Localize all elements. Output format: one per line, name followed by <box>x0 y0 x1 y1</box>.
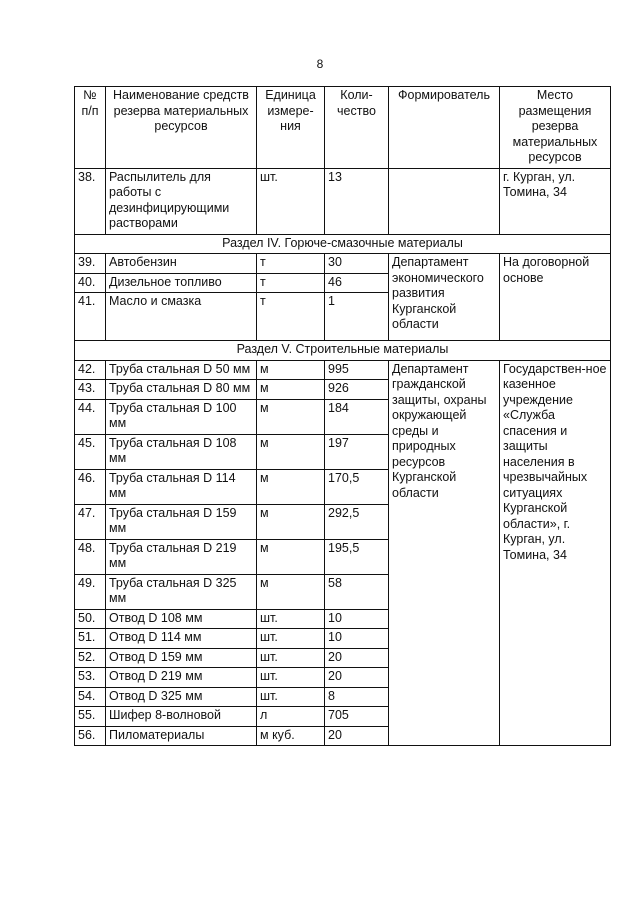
row-num: 46. <box>75 469 106 504</box>
row-num: 40. <box>75 273 106 293</box>
section-4-place: На договорной основе <box>500 254 611 341</box>
row-name: Отвод D 108 мм <box>106 609 257 629</box>
row-unit: шт. <box>257 609 325 629</box>
row-name: Труба стальная D 159 мм <box>106 504 257 539</box>
row-num: 42. <box>75 360 106 380</box>
row-num: 55. <box>75 707 106 727</box>
row-name: Труба стальная D 50 мм <box>106 360 257 380</box>
row-num: 50. <box>75 609 106 629</box>
row-num: 44. <box>75 399 106 434</box>
row-num: 41. <box>75 293 106 341</box>
header-former: Формирователь <box>389 87 500 169</box>
row-qty: 292,5 <box>325 504 389 539</box>
row-qty: 705 <box>325 707 389 727</box>
row-num: 47. <box>75 504 106 539</box>
row-name: Труба стальная D 80 мм <box>106 380 257 400</box>
row-num: 49. <box>75 574 106 609</box>
row-unit: шт. <box>257 687 325 707</box>
section-4-former: Департамент экономического развития Курганской области <box>389 254 500 341</box>
row-num: 48. <box>75 539 106 574</box>
row-name: Отвод D 159 мм <box>106 648 257 668</box>
row-name: Автобензин <box>106 254 257 274</box>
row-unit: шт. <box>257 629 325 649</box>
section-5-title: Раздел V. Строительные материалы <box>75 341 611 361</box>
row-qty: 195,5 <box>325 539 389 574</box>
section-5-former: Департамент гражданской защиты, охраны окружающей среды и природных ресурсов Курганской области <box>389 360 500 746</box>
row-unit: м <box>257 399 325 434</box>
row-qty: 10 <box>325 629 389 649</box>
row-num: 54. <box>75 687 106 707</box>
table-header-row <box>75 87 611 169</box>
section-row <box>75 234 611 254</box>
row-qty: 13 <box>325 168 389 234</box>
row-name: Пиломатериалы <box>106 726 257 746</box>
row-unit: м <box>257 574 325 609</box>
section-5-place: Государствен-ное казенное учреждение «Служба спасения и защиты населения в чрезвычайных ситуациях Курганской области», г. Курган, ул. Томина, 34 <box>500 360 611 746</box>
row-name: Труба стальная D 114 мм <box>106 469 257 504</box>
section-4-title: Раздел IV. Горюче-смазочные материалы <box>75 234 611 254</box>
row-name: Дизельное топливо <box>106 273 257 293</box>
row-unit: т <box>257 293 325 341</box>
table-row <box>75 254 611 274</box>
row-unit: м <box>257 539 325 574</box>
reserve-table <box>74 86 611 746</box>
row-name: Шифер 8-волновой <box>106 707 257 727</box>
row-place: г. Курган, ул. Томина, 34 <box>500 168 611 234</box>
row-num: 56. <box>75 726 106 746</box>
row-name: Труба стальная D 325 мм <box>106 574 257 609</box>
table-row <box>75 360 611 380</box>
row-qty: 1 <box>325 293 389 341</box>
row-unit: т <box>257 254 325 274</box>
row-unit: м <box>257 469 325 504</box>
row-unit: т <box>257 273 325 293</box>
header-place: Место размещения резерва материальных ресурсов <box>500 87 611 169</box>
row-name: Труба стальная D 219 мм <box>106 539 257 574</box>
row-former <box>389 168 500 234</box>
row-unit: м <box>257 504 325 539</box>
row-num: 53. <box>75 668 106 688</box>
row-qty: 10 <box>325 609 389 629</box>
row-name: Масло и смазка <box>106 293 257 341</box>
row-qty: 20 <box>325 648 389 668</box>
row-qty: 20 <box>325 668 389 688</box>
row-name: Отвод D 325 мм <box>106 687 257 707</box>
row-num: 52. <box>75 648 106 668</box>
row-name: Распылитель для работы с дезинфицирующими растворами <box>106 168 257 234</box>
row-qty: 170,5 <box>325 469 389 504</box>
row-qty: 995 <box>325 360 389 380</box>
row-unit: шт. <box>257 668 325 688</box>
row-unit: м куб. <box>257 726 325 746</box>
row-num: 38. <box>75 168 106 234</box>
row-unit: шт. <box>257 648 325 668</box>
row-num: 51. <box>75 629 106 649</box>
row-qty: 46 <box>325 273 389 293</box>
row-unit: м <box>257 434 325 469</box>
row-unit: л <box>257 707 325 727</box>
row-num: 39. <box>75 254 106 274</box>
header-name: Наименование средств резерва материальных ресурсов <box>106 87 257 169</box>
row-qty: 926 <box>325 380 389 400</box>
row-qty: 184 <box>325 399 389 434</box>
row-num: 45. <box>75 434 106 469</box>
row-name: Труба стальная D 100 мм <box>106 399 257 434</box>
row-name: Труба стальная D 108 мм <box>106 434 257 469</box>
header-qty: Коли-чество <box>325 87 389 169</box>
row-qty: 30 <box>325 254 389 274</box>
table-row <box>75 168 611 234</box>
header-unit: Единица измере-ния <box>257 87 325 169</box>
row-num: 43. <box>75 380 106 400</box>
row-name: Отвод D 114 мм <box>106 629 257 649</box>
row-qty: 8 <box>325 687 389 707</box>
row-qty: 58 <box>325 574 389 609</box>
header-num: № п/п <box>75 87 106 169</box>
section-row <box>75 341 611 361</box>
row-name: Отвод D 219 мм <box>106 668 257 688</box>
row-unit: шт. <box>257 168 325 234</box>
page-number: 8 <box>316 57 324 71</box>
row-qty: 197 <box>325 434 389 469</box>
row-unit: м <box>257 380 325 400</box>
row-unit: м <box>257 360 325 380</box>
row-qty: 20 <box>325 726 389 746</box>
